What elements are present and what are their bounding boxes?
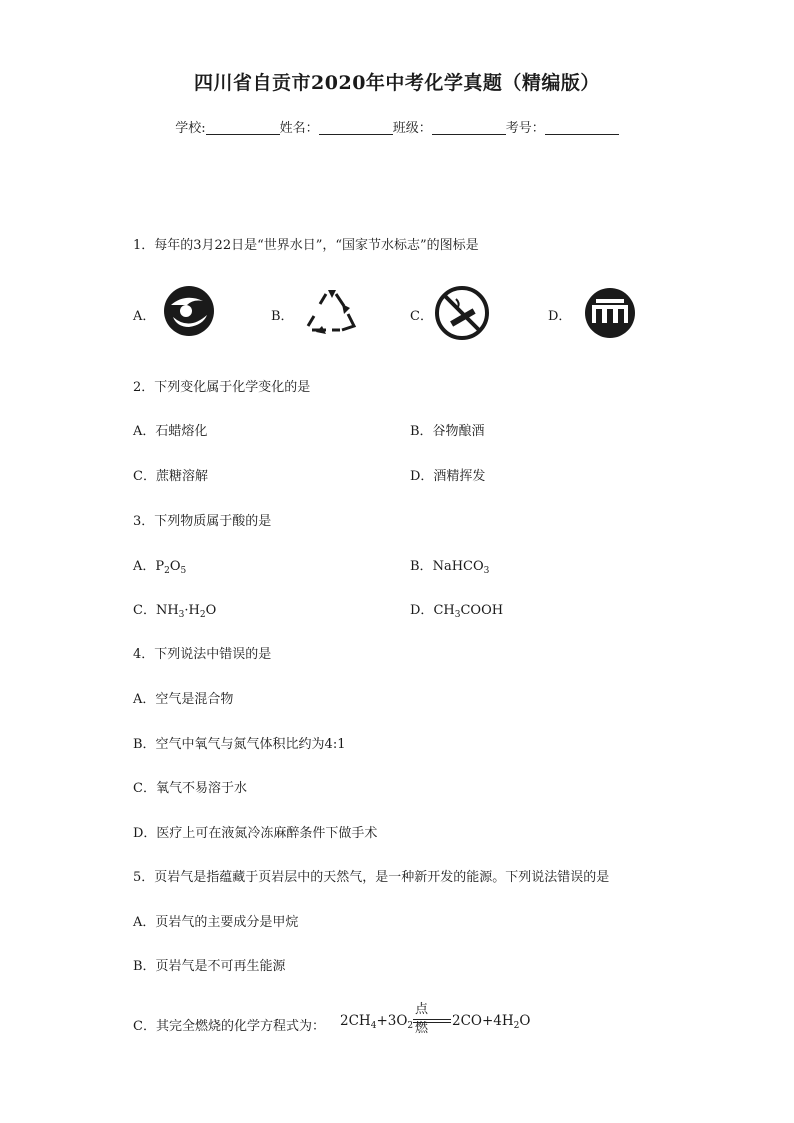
formula-part: P (155, 559, 165, 574)
formula-part: NH (155, 603, 179, 618)
q3-option-b-label: B． (410, 559, 433, 574)
formula-part: 2CH (340, 1013, 371, 1029)
class-blank (432, 120, 506, 135)
formula-subscript: 3 (454, 610, 461, 620)
q4-option-a: A．空气是混合物 (133, 692, 234, 707)
q2-stem: 2．下列变化属于化学变化的是 (133, 380, 311, 395)
q2-option-a: A．石蜡熔化 (133, 424, 208, 439)
equation-products (452, 1013, 530, 1031)
name-blank (319, 120, 393, 135)
q1-option-c-label: C． (410, 309, 433, 324)
class-label: 班级： (392, 121, 432, 136)
q4-stem: 4．下列说法中错误的是 (133, 647, 272, 662)
q3-option-c (133, 599, 216, 620)
formula-part: O (519, 1013, 531, 1029)
q2-option-d: D．酒精挥发 (410, 469, 486, 484)
q4-option-d: D．医疗上可在液氮冷冻麻醉条件下做手术 (133, 826, 378, 841)
q3-option-a (133, 555, 186, 576)
q1-option-d-label: D． (548, 309, 572, 324)
formula-subscript: 2 (407, 1021, 414, 1031)
school-label: 学校: (175, 121, 206, 136)
q5-stem: 5．页岩气是指蕴藏于页岩层中的天然气，是一种新开发的能源。下列说法错误的是 (133, 870, 610, 885)
formula-subscript: 2 (513, 1021, 520, 1031)
formula-subscript: 3 (483, 566, 490, 576)
formula-part: NaHCO (432, 559, 484, 574)
q1-option-a-label: A． (133, 309, 156, 324)
q3-option-c-label: C． (133, 603, 156, 618)
formula-part: COOH (460, 603, 504, 618)
q3-option-d (410, 599, 503, 620)
name-label: 姓名： (279, 121, 319, 136)
q2-option-b: B．谷物酿酒 (410, 424, 485, 439)
student-info-line (0, 117, 794, 136)
q2-option-c: C．蔗糖溶解 (133, 469, 208, 484)
recycle-icon (302, 286, 360, 342)
page-title: 四川省自贡市2020年中考化学真题（精编版） (194, 72, 600, 94)
formula-subscript: 2 (164, 566, 170, 576)
formula-subscript: 3 (178, 610, 185, 620)
q3-option-d-label: D． (410, 603, 434, 618)
school-blank (206, 120, 280, 135)
formula-subscript: 5 (180, 566, 187, 576)
q1-option-b-label: B． (271, 309, 294, 324)
formula-part: +3O (376, 1013, 408, 1029)
q3-option-a-label: A． (133, 559, 156, 574)
q1-stem: 1．每年的3月22日是“世界水日”，“国家节水标志”的图标是 (133, 238, 479, 253)
water-saving-icon (163, 285, 215, 341)
formula-part: 2CO+4H (452, 1013, 514, 1029)
q3-option-b (410, 555, 489, 576)
q5-option-b: B．页岩气是不可再生能源 (133, 959, 286, 974)
number-label: 考号： (505, 121, 545, 136)
q4-option-c: C．氧气不易溶于水 (133, 781, 247, 796)
reaction-condition: 点燃 (415, 1002, 429, 1036)
q5-option-a: A．页岩气的主要成分是甲烷 (133, 915, 299, 930)
safety-icon (582, 285, 638, 345)
formula-part: CH (433, 603, 455, 618)
equation-line-bottom (413, 1022, 451, 1023)
q3-stem: 3．下列物质属于酸的是 (133, 514, 272, 529)
q4-option-b: B．空气中氧气与氮气体积比约为4:1 (133, 737, 346, 752)
equation-line-top (413, 1019, 451, 1020)
formula-part: ·H (184, 603, 200, 618)
no-smoking-icon (434, 285, 490, 345)
formula-subscript: 4 (370, 1021, 377, 1031)
formula-part: O (169, 559, 181, 574)
q5-option-c: C．其完全燃烧的化学方程式为： (133, 1019, 325, 1034)
number-blank (545, 120, 619, 135)
equation-reactants (340, 1013, 413, 1031)
formula-subscript: 2 (199, 610, 206, 620)
formula-part: O (205, 603, 217, 618)
